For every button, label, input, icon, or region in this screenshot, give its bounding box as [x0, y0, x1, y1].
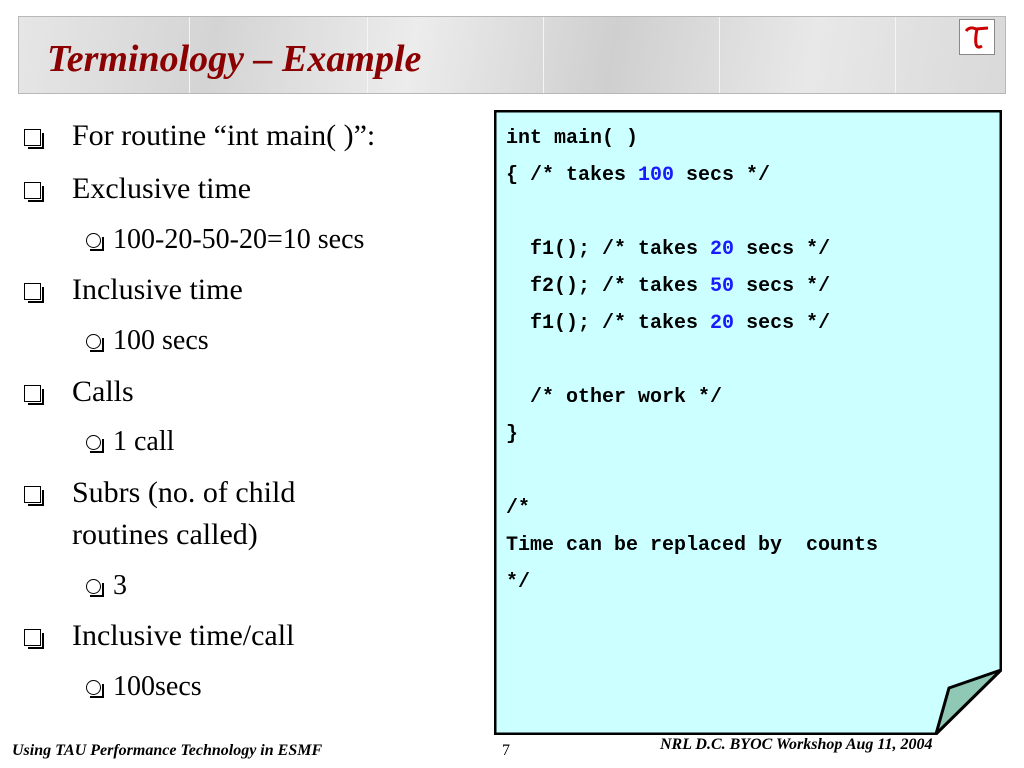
- code-note: [494, 110, 1002, 735]
- slide-number: 7: [502, 742, 510, 759]
- code-line: Time can be replaced by counts: [506, 534, 879, 557]
- footer-presentation-title: Using TAU Performance Technology in ESMF: [12, 742, 323, 759]
- circle-bullet-icon: [86, 233, 101, 248]
- code-line: /*: [506, 497, 531, 520]
- code-line: }: [506, 423, 519, 446]
- code-line: /* other work */: [506, 386, 723, 409]
- circle-bullet-icon: [86, 579, 101, 594]
- square-bullet-icon: [24, 129, 41, 146]
- circle-bullet-icon: [86, 334, 101, 349]
- code-line: */: [506, 571, 531, 594]
- square-bullet-icon: [24, 182, 41, 199]
- square-bullet-icon: [24, 629, 41, 646]
- banner-divider: [719, 17, 720, 93]
- code-line: { /* takes 100 secs */: [506, 164, 771, 187]
- circle-bullet-icon: [86, 435, 101, 450]
- code-line: f1(); /* takes 20 secs */: [506, 238, 831, 261]
- square-bullet-icon: [24, 385, 41, 402]
- code-line: int main( ): [506, 127, 639, 150]
- title-banner: [18, 16, 1006, 94]
- tau-logo-icon: [959, 19, 995, 55]
- code-line: f1(); /* takes 20 secs */: [506, 312, 831, 335]
- square-bullet-icon: [24, 486, 41, 503]
- footer-event: NRL D.C. BYOC Workshop Aug 11, 2004: [660, 736, 933, 753]
- slide-title: Terminology – Example: [47, 38, 422, 80]
- code-block: [506, 120, 878, 601]
- banner-divider: [895, 17, 896, 93]
- circle-bullet-icon: [86, 680, 101, 695]
- code-line: f2(); /* takes 50 secs */: [506, 275, 831, 298]
- banner-divider: [543, 17, 544, 93]
- square-bullet-icon: [24, 283, 41, 300]
